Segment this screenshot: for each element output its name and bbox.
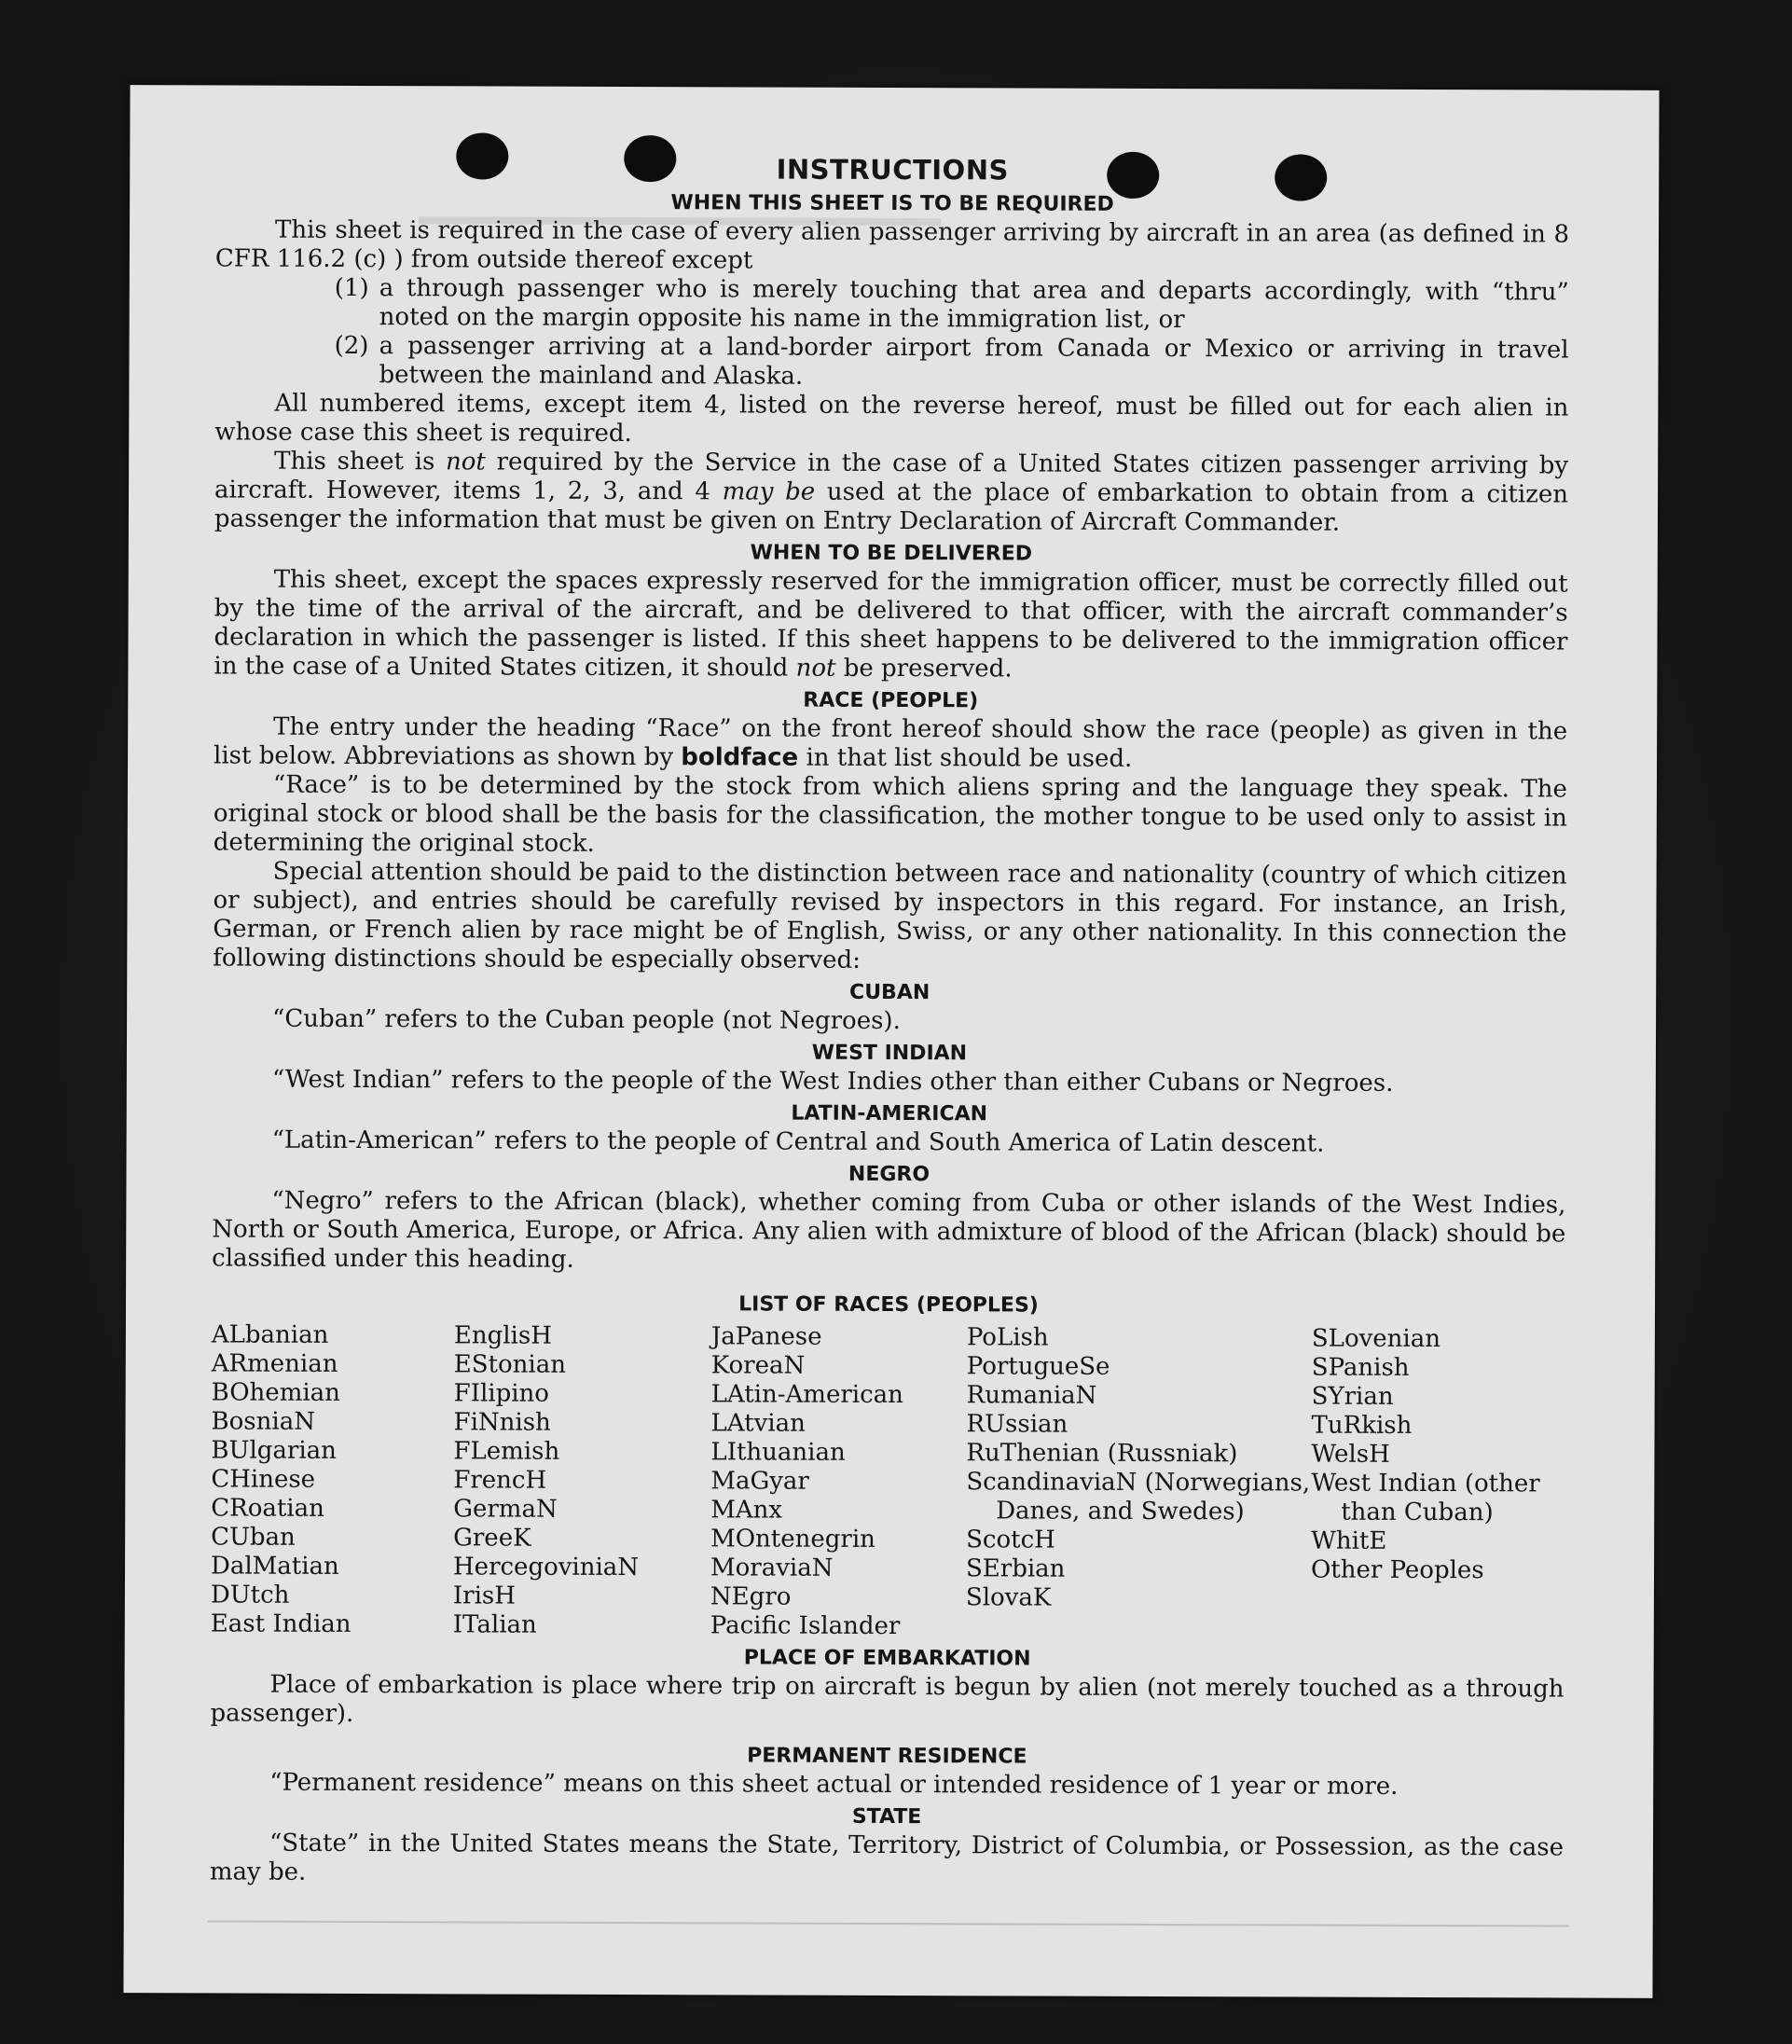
exception-item-1-number: (1) <box>334 273 369 303</box>
delivered-text-part-a: This sheet, except the spaces expressly reserved for the immigration officer, must be correctly filled out by the time of the arrival of the aircraft, and be delivered to that officer, with the aircraft commander’s declaration in which the passenger is listed. If this sheet happens to be delivered to the immigration officer in the case of a United States citizen, it should <box>214 565 1568 683</box>
race-entry: Pacific Islander <box>710 1611 901 1641</box>
race-entry: NEgro <box>710 1582 792 1611</box>
race-para-1 <box>214 712 1567 775</box>
race-entry: LIthuanian <box>710 1438 846 1467</box>
race-entry: CUban <box>211 1523 296 1552</box>
race-entry: EnglisH <box>453 1321 552 1350</box>
exception-item-2-text: a passenger arriving at a land-border airport from Canada or Mexico or arriving in travel between the mainland and Alaska. <box>379 332 1569 391</box>
race-entry: GreeK <box>453 1524 531 1553</box>
race-entry: SYrian <box>1311 1382 1394 1411</box>
race-entry: ScandinaviaN (Norwegians, Danes, and Swedes) <box>966 1468 1311 1526</box>
delivered-text <box>214 565 1567 685</box>
race-para-1-part-b: in that list should be used. <box>798 743 1133 773</box>
embarkation-text: Place of embarkation is place where trip on aircraft is begun by alien (not merely touched as a through passenger). <box>210 1670 1565 1728</box>
race-entry: HercegoviniaN <box>452 1553 640 1582</box>
race-entry: TuRkish <box>1311 1411 1413 1440</box>
negro-text: “Negro” refers to the African (black), whether coming from Cuba or other islands of the West Indies, North or South America, Europe, or Africa. Any alien with admixture of blood of the African (black) should be classified under this heading. <box>212 1186 1566 1274</box>
race-entry: MOntenegrin <box>710 1525 875 1554</box>
race-entry: PortugueSe <box>966 1352 1110 1381</box>
citizen-note-part-a: This sheet is <box>274 447 447 476</box>
race-entry: PoLish <box>966 1323 1049 1352</box>
required-citizen-note <box>214 447 1568 538</box>
cuban-text: “Cuban” refers to the Cuban people (not Negroes). <box>272 1004 901 1036</box>
state-text: “State” in the United States means the State, Territory, District of Columbia, or Possession, as the case may be. <box>209 1829 1565 1886</box>
citizen-note-not: not <box>446 448 486 476</box>
heading-latin-american: LATIN-AMERICAN <box>791 1101 988 1126</box>
race-entry: LAtin-American <box>710 1380 903 1410</box>
race-entry: ARmenian <box>211 1349 338 1378</box>
heading-when-delivered: WHEN TO BE DELIVERED <box>750 541 1033 566</box>
race-entry: FLemish <box>453 1437 560 1466</box>
race-entry: CHinese <box>211 1465 316 1494</box>
heading-list-of-races: LIST OF RACES (PEOPLES) <box>738 1292 1039 1318</box>
race-entry: FiNnish <box>453 1408 551 1437</box>
race-entry: WhitE <box>1311 1526 1387 1555</box>
races-column-4 <box>966 1323 1312 1642</box>
race-entry: West Indian (other than Cuban) <box>1311 1469 1540 1527</box>
race-entry: ITalian <box>452 1610 537 1639</box>
races-column-3 <box>710 1322 967 1641</box>
race-entry: DalMatian <box>210 1552 339 1581</box>
west-indian-text: “West Indian” refers to the people of the West Indies other than either Cubans or Negroes. <box>271 1065 1394 1098</box>
race-para-3: Special attention should be paid to the distinction between race and nationality (country of which citizen or subject), and entries should be carefully revised by inspectors in this regard. For instance, an Irish, German, or French alien by race might be of English, Swiss, or any other nationality. In this connection the following distinctions should be especially observed: <box>213 857 1567 974</box>
required-numbered-items: All numbered items, except item 4, listed on the reverse hereof, must be filled out for each alien in whose case this sheet is required. <box>214 389 1569 449</box>
race-entry: FrencH <box>453 1466 547 1495</box>
race-para-1-boldface: boldface <box>681 743 799 772</box>
heading-state: STATE <box>851 1804 922 1830</box>
races-column-1 <box>211 1320 454 1639</box>
race-entry: ScotcH <box>966 1526 1055 1554</box>
heading-race: RACE (PEOPLE) <box>803 688 979 713</box>
races-column-5 <box>1311 1325 1565 1644</box>
race-entry: East Indian <box>210 1609 352 1638</box>
race-entry: MaGyar <box>710 1467 809 1496</box>
race-entry: SlovaK <box>965 1583 1052 1612</box>
heading-cuban: CUBAN <box>849 980 930 1005</box>
delivered-text-not: not <box>795 654 836 683</box>
bleed-through-footer <box>208 1920 1569 1954</box>
race-entry: ALbanian <box>211 1320 329 1349</box>
citizen-note-part-b: required by the Service in the case of a United States citizen passenger arriving by aircraft. However, items 1, 2, 3, and 4 <box>214 448 1569 506</box>
race-entry: MAnx <box>710 1496 783 1525</box>
citizen-note-part-c: used at the place of embarkation to obtain from a citizen passenger the information that must be given on Entry Declaration of Aircraft Commander. <box>214 477 1569 537</box>
heading-permanent-residence: PERMANENT RESIDENCE <box>747 1744 1027 1769</box>
heading-when-required: WHEN THIS SHEET IS TO BE REQUIRED <box>670 191 1114 216</box>
residence-text: “Permanent residence” means on this sheet actual or intended residence of 1 year or more. <box>269 1768 1399 1801</box>
race-entry: DUtch <box>210 1581 290 1609</box>
race-entry: Other Peoples <box>1310 1555 1484 1585</box>
race-entry: WelsH <box>1311 1440 1390 1469</box>
race-entry: RuThenian (Russniak) <box>966 1439 1238 1469</box>
races-list <box>211 1320 1565 1643</box>
race-entry: RumaniaN <box>966 1381 1097 1410</box>
required-intro: This sheet is required in the case of every alien passenger arriving by aircraft in an area (as defined in 8 CFR 116.2 (c) ) from outside thereof except <box>214 215 1570 275</box>
race-entry: IrisH <box>452 1581 517 1610</box>
page-title: INSTRUCTIONS <box>776 153 1009 186</box>
race-entry: GermaN <box>453 1495 558 1524</box>
race-entry: SErbian <box>965 1554 1066 1583</box>
race-para-2: “Race” is to be determined by the stock from which aliens spring and the language they speak. The original stock or blood shall be the basis for the classification, the mother tongue to be used only to assist in determining the original stock. <box>213 770 1568 858</box>
heading-negro: NEGRO <box>848 1162 930 1187</box>
delivered-text-part-b: be preserved. <box>835 654 1013 684</box>
race-entry: LAtvian <box>710 1409 806 1438</box>
race-entry: BOhemian <box>211 1378 340 1407</box>
race-entry: MoraviaN <box>710 1554 834 1582</box>
race-entry: FIlipino <box>453 1379 550 1408</box>
race-entry: EStonian <box>453 1350 567 1379</box>
exception-item-2 <box>214 331 1568 394</box>
race-para-1-part-a: The entry under the heading “Race” on the front hereof should show the race (people) as given in the list below. Abbreviations as shown by <box>214 712 1568 772</box>
race-entry: BUlgarian <box>211 1436 337 1465</box>
latin-american-text: “Latin-American” refers to the people of Central and South America of Latin descent. <box>271 1126 1325 1158</box>
race-entry: RUssian <box>966 1410 1068 1439</box>
heading-west-indian: WEST INDIAN <box>811 1041 968 1066</box>
race-entry: CRoatian <box>211 1494 324 1523</box>
race-entry: KoreaN <box>710 1351 806 1380</box>
race-entry: SPanish <box>1311 1353 1410 1382</box>
race-entry: BosniaN <box>211 1407 316 1436</box>
document-page <box>123 85 1659 1998</box>
exception-item-1-text: a through passenger who is merely touching that area and departs accordingly, with “thru” noted on the margin opposite his name in the immigration list, or <box>379 274 1569 335</box>
race-entry: JaPanese <box>710 1322 822 1351</box>
heading-place-of-embarkation: PLACE OF EMBARKATION <box>743 1646 1031 1671</box>
exception-item-2-number: (2) <box>334 331 369 361</box>
citizen-note-may-be: may be <box>722 477 816 506</box>
race-entry: SLovenian <box>1311 1324 1441 1354</box>
instructions-content <box>210 150 1569 1891</box>
races-column-2 <box>453 1321 711 1640</box>
exception-item-1 <box>215 273 1569 336</box>
